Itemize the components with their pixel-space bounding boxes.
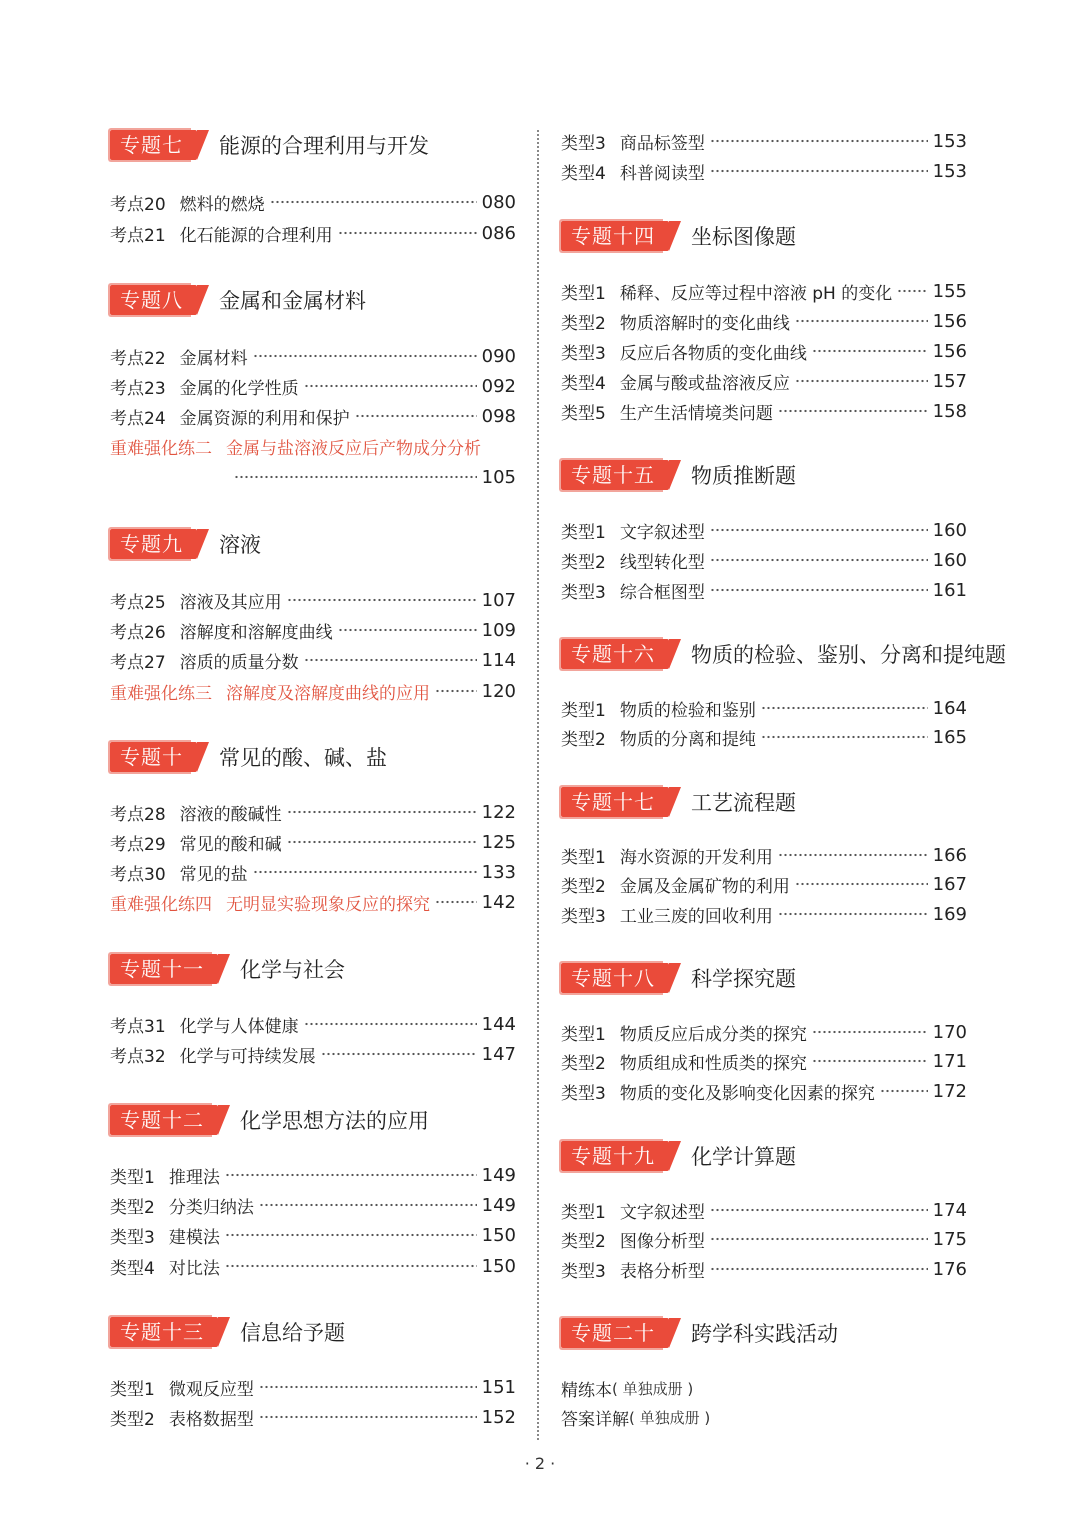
toc-entry[interactable] <box>561 1225 967 1253</box>
toc-entry[interactable] <box>561 397 967 425</box>
dot-leader <box>710 1265 928 1273</box>
page-number: 086 <box>481 222 516 244</box>
entry-code: 类型3 <box>110 1227 155 1248</box>
toc-entry[interactable] <box>110 1040 516 1068</box>
entry-title: 生产生活情境类问题 <box>619 403 773 424</box>
toc-entry-practice-page[interactable] <box>110 463 516 491</box>
toc-entry[interactable] <box>110 646 516 674</box>
page-number: 098 <box>481 405 516 427</box>
page-number: 149 <box>481 1194 516 1216</box>
toc-entry[interactable] <box>110 372 516 400</box>
toc-entry[interactable] <box>110 586 516 614</box>
dot-leader <box>304 656 477 664</box>
entry-title: 化学与可持续发展 <box>179 1046 316 1067</box>
section-title[interactable]: 物质的检验、鉴别、分离和提纯题 <box>691 643 1006 667</box>
entry-title: 金属的化学性质 <box>179 378 299 399</box>
dot-leader <box>880 1087 928 1095</box>
dot-leader <box>287 808 477 816</box>
page-number: 092 <box>481 375 516 397</box>
entry-title: 精练本 <box>561 1380 612 1401</box>
dot-leader <box>761 733 928 741</box>
page-number: 160 <box>932 549 967 571</box>
page-number: 125 <box>481 831 516 853</box>
entry-title: 溶液及其应用 <box>179 592 282 613</box>
entry-title: 文字叙述型 <box>619 1202 705 1223</box>
section-header-17 <box>561 782 796 822</box>
dot-leader <box>304 1020 477 1028</box>
section-badge: 专题七 <box>110 130 197 160</box>
dot-leader <box>897 287 927 295</box>
section-badge: 专题十九 <box>561 1141 669 1171</box>
section-badge: 专题十一 <box>110 954 218 984</box>
toc-entry[interactable] <box>561 723 967 751</box>
entry-title: 常见的酸和碱 <box>179 834 282 855</box>
section-badge: 专题十五 <box>561 460 669 490</box>
page-number: 170 <box>932 1021 967 1043</box>
dot-leader <box>710 137 928 145</box>
toc-entry[interactable] <box>561 307 967 335</box>
toc-entry[interactable] <box>110 616 516 644</box>
entry-code: 考点23 <box>110 378 166 399</box>
entry-code: 类型1 <box>561 1024 606 1045</box>
page-number: 142 <box>481 891 516 913</box>
page-number: 105 <box>481 466 516 488</box>
dot-leader <box>710 1235 928 1243</box>
entry-code: 类型3 <box>561 582 606 603</box>
dot-leader <box>761 704 928 712</box>
toc-entry[interactable] <box>110 858 516 886</box>
toc-entry[interactable] <box>110 219 516 247</box>
page-number: 149 <box>481 1164 516 1186</box>
toc-entry-practice[interactable] <box>110 432 516 460</box>
page-number: 174 <box>932 1199 967 1221</box>
page-number: 151 <box>481 1376 516 1398</box>
section-header-11 <box>110 949 345 989</box>
entry-code: 类型1 <box>561 1202 606 1223</box>
dot-leader <box>710 526 928 534</box>
entry-title: 表格分析型 <box>619 1261 705 1282</box>
section-title[interactable]: 化学思想方法的应用 <box>240 1109 429 1133</box>
entry-title: 对比法 <box>168 1258 220 1279</box>
toc-entry[interactable] <box>561 841 967 869</box>
toc-entry[interactable] <box>561 127 967 155</box>
entry-code: 类型3 <box>561 343 606 364</box>
section-title[interactable]: 能源的合理利用与开发 <box>219 134 429 158</box>
toc-entry[interactable] <box>561 1047 967 1075</box>
entry-title: 商品标签型 <box>619 133 705 154</box>
dot-leader <box>778 910 928 918</box>
entry-code: 类型4 <box>561 163 606 184</box>
entry-code: 重难强化练三 <box>110 683 212 704</box>
entry-code: 考点24 <box>110 408 166 429</box>
entry-code: 类型1 <box>561 847 606 868</box>
entry-code: 类型3 <box>561 133 606 154</box>
page-number-footer: · 2 · <box>524 1454 556 1473</box>
section-header-8 <box>110 280 366 320</box>
entry-code: 重难强化练二 <box>110 438 212 459</box>
section-title[interactable]: 物质推断题 <box>691 464 796 488</box>
dot-leader <box>778 407 928 415</box>
toc-entry[interactable] <box>110 1191 516 1219</box>
entry-code: 类型3 <box>561 906 606 927</box>
section-header-16 <box>561 634 1006 674</box>
section-badge: 专题十七 <box>561 787 669 817</box>
entry-title: 文字叙述型 <box>619 522 705 543</box>
entry-code: 考点31 <box>110 1016 166 1037</box>
page-number: 157 <box>932 370 967 392</box>
toc-entry[interactable] <box>110 1221 516 1249</box>
dot-leader <box>710 556 928 564</box>
entry-title: 物质的分离和提纯 <box>619 729 756 750</box>
entry-title: 稀释、反应等过程中溶液 pH 的变化 <box>619 283 893 304</box>
section-badge: 专题十三 <box>110 1317 218 1347</box>
section-badge: 专题八 <box>110 285 197 315</box>
toc-entry[interactable] <box>110 1373 516 1401</box>
page-number: 175 <box>932 1228 967 1250</box>
section-header-20 <box>561 1313 838 1353</box>
toc-entry[interactable] <box>110 188 516 216</box>
dot-leader <box>435 898 477 906</box>
toc-entry-booklet[interactable] <box>561 1403 967 1431</box>
page-number: 109 <box>481 619 516 641</box>
entry-note: ( 单独成册 ) <box>612 1379 694 1398</box>
entry-code: 考点32 <box>110 1046 166 1067</box>
section-header-19 <box>561 1136 796 1176</box>
toc-entry[interactable] <box>561 157 967 185</box>
toc-entry[interactable] <box>561 870 967 898</box>
dot-leader <box>259 1383 477 1391</box>
toc-entry-practice[interactable] <box>110 677 516 705</box>
dot-leader <box>321 1050 477 1058</box>
toc-entry[interactable] <box>110 342 516 370</box>
dot-leader <box>812 1057 928 1065</box>
dot-leader <box>812 347 928 355</box>
page-number: 166 <box>932 844 967 866</box>
entry-code: 类型2 <box>561 876 606 897</box>
entry-title: 物质反应后成分类的探究 <box>619 1024 807 1045</box>
page-number: 153 <box>932 160 967 182</box>
section-title[interactable]: 工艺流程题 <box>691 791 796 815</box>
dot-leader <box>304 382 477 390</box>
page-number: 080 <box>481 191 516 213</box>
entry-title: 溶质的质量分数 <box>179 652 299 673</box>
section-title[interactable]: 常见的酸、碱、盐 <box>219 746 387 770</box>
toc-entry[interactable] <box>561 694 967 722</box>
page-number: 156 <box>932 310 967 332</box>
entry-code: 考点26 <box>110 622 166 643</box>
dot-leader <box>259 1413 477 1421</box>
entry-code: 考点27 <box>110 652 166 673</box>
dot-leader <box>287 596 477 604</box>
dot-leader <box>795 377 928 385</box>
page-number: 150 <box>481 1255 516 1277</box>
section-title[interactable]: 跨学科实践活动 <box>691 1322 838 1346</box>
section-title[interactable]: 科学探究题 <box>691 967 796 991</box>
toc-entry[interactable] <box>561 546 967 574</box>
entry-title: 图像分析型 <box>619 1231 705 1252</box>
entry-title: 金属材料 <box>179 348 248 369</box>
dot-leader <box>225 1171 477 1179</box>
entry-code: 类型2 <box>561 1053 606 1074</box>
page-number: 169 <box>932 903 967 925</box>
section-badge: 专题九 <box>110 529 197 559</box>
toc-entry[interactable] <box>561 337 967 365</box>
entry-code: 类型1 <box>561 522 606 543</box>
page-number: 176 <box>932 1258 967 1280</box>
toc-entry[interactable] <box>110 1010 516 1038</box>
toc-entry[interactable] <box>561 516 967 544</box>
section-header-18 <box>561 958 796 998</box>
section-header-13 <box>110 1312 345 1352</box>
dot-leader <box>435 687 477 695</box>
entry-code: 类型2 <box>110 1197 155 1218</box>
entry-code: 类型1 <box>110 1379 155 1400</box>
toc-entry-practice[interactable] <box>110 888 516 916</box>
dot-leader <box>778 851 928 859</box>
page-number: 156 <box>932 340 967 362</box>
dot-leader <box>710 167 928 175</box>
page-number: 171 <box>932 1050 967 1072</box>
entry-code: 类型2 <box>561 313 606 334</box>
entry-title: 分类归纳法 <box>168 1197 254 1218</box>
toc-entry[interactable] <box>110 798 516 826</box>
entry-code: 类型3 <box>561 1261 606 1282</box>
section-badge: 专题十八 <box>561 963 669 993</box>
dot-leader <box>225 1262 477 1270</box>
dot-leader <box>287 838 477 846</box>
dot-leader <box>338 626 477 634</box>
entry-title: 化学与人体健康 <box>179 1016 299 1037</box>
entry-title: 金属与盐溶液反应后产物成分分析 <box>226 438 481 459</box>
page-number: 090 <box>481 345 516 367</box>
dot-leader <box>710 1206 928 1214</box>
section-header-7 <box>110 125 429 165</box>
entry-code: 考点25 <box>110 592 166 613</box>
entry-code: 类型2 <box>561 1231 606 1252</box>
toc-entry[interactable] <box>561 576 967 604</box>
dot-leader <box>338 229 477 237</box>
entry-title: 工业三废的回收利用 <box>619 906 773 927</box>
entry-title: 常见的盐 <box>179 864 248 885</box>
entry-title: 科普阅读型 <box>619 163 705 184</box>
page-number: 107 <box>481 589 516 611</box>
section-header-15 <box>561 455 796 495</box>
page-number: 160 <box>932 519 967 541</box>
section-badge: 专题十 <box>110 742 197 772</box>
entry-code: 类型2 <box>561 729 606 750</box>
section-title[interactable]: 溶液 <box>219 533 261 557</box>
dot-leader <box>253 352 477 360</box>
entry-code: 类型3 <box>561 1083 606 1104</box>
page-number: 147 <box>481 1043 516 1065</box>
toc-entry[interactable] <box>110 1403 516 1431</box>
entry-code: 类型1 <box>561 700 606 721</box>
toc-entry[interactable] <box>561 1255 967 1283</box>
entry-title: 综合框图型 <box>619 582 705 603</box>
entry-code: 类型4 <box>561 373 606 394</box>
dot-leader <box>225 1231 477 1239</box>
page-number: 144 <box>481 1013 516 1035</box>
entry-title: 反应后各物质的变化曲线 <box>619 343 807 364</box>
entry-code: 考点30 <box>110 864 166 885</box>
toc-entry[interactable] <box>110 1161 516 1189</box>
dot-leader <box>259 1201 477 1209</box>
toc-entry[interactable] <box>561 367 967 395</box>
entry-code: 类型2 <box>110 1409 155 1430</box>
toc-entry[interactable] <box>561 277 967 305</box>
section-badge: 专题二十 <box>561 1318 669 1348</box>
section-title[interactable]: 化学计算题 <box>691 1145 796 1169</box>
entry-code: 类型2 <box>561 552 606 573</box>
entry-title: 建模法 <box>168 1227 220 1248</box>
page-number: 164 <box>932 697 967 719</box>
dot-leader <box>710 586 928 594</box>
toc-entry[interactable] <box>561 1018 967 1046</box>
section-badge: 专题十四 <box>561 221 669 251</box>
entry-title: 表格数据型 <box>168 1409 254 1430</box>
page-number: 122 <box>481 801 516 823</box>
page-number: 152 <box>481 1406 516 1428</box>
toc-entry[interactable] <box>561 1077 967 1105</box>
section-title[interactable]: 信息给予题 <box>240 1321 345 1345</box>
entry-title: 物质组成和性质类的探究 <box>619 1053 807 1074</box>
section-title[interactable]: 化学与社会 <box>240 958 345 982</box>
section-header-9 <box>110 524 261 564</box>
column-divider <box>537 130 539 1440</box>
entry-title: 溶液的酸碱性 <box>179 804 282 825</box>
entry-title: 推理法 <box>168 1167 220 1188</box>
toc-entry-booklet[interactable] <box>561 1374 967 1402</box>
section-header-10 <box>110 737 387 777</box>
entry-title: 无明显实验现象反应的探究 <box>226 894 430 915</box>
section-badge: 专题十二 <box>110 1105 218 1135</box>
page-number: 161 <box>932 579 967 601</box>
entry-title: 答案详解 <box>561 1409 629 1430</box>
page-number: 165 <box>932 726 967 748</box>
page-number: 133 <box>481 861 516 883</box>
page-number: 114 <box>481 649 516 671</box>
entry-title: 金属与酸或盐溶液反应 <box>619 373 790 394</box>
entry-code: 考点28 <box>110 804 166 825</box>
entry-title: 线型转化型 <box>619 552 705 573</box>
toc-entry[interactable] <box>110 828 516 856</box>
page-number: 150 <box>481 1224 516 1246</box>
entry-note: ( 单独成册 ) <box>629 1408 711 1427</box>
page-number: 172 <box>932 1080 967 1102</box>
entry-title: 海水资源的开发利用 <box>619 847 773 868</box>
section-title[interactable]: 坐标图像题 <box>691 225 796 249</box>
entry-title: 物质的检验和鉴别 <box>619 700 756 721</box>
section-header-14 <box>561 216 796 256</box>
page-number: 153 <box>932 130 967 152</box>
entry-title: 金属及金属矿物的利用 <box>619 876 790 897</box>
entry-code: 考点22 <box>110 348 166 369</box>
entry-code: 考点21 <box>110 225 166 246</box>
page-number: 120 <box>481 680 516 702</box>
entry-title: 燃料的燃烧 <box>179 194 265 215</box>
entry-title: 溶解度和溶解度曲线 <box>179 622 333 643</box>
entry-code: 类型4 <box>110 1258 155 1279</box>
entry-code: 重难强化练四 <box>110 894 212 915</box>
entry-code: 类型1 <box>561 283 606 304</box>
dot-leader <box>355 412 477 420</box>
dot-leader <box>270 198 477 206</box>
page-number: 158 <box>932 400 967 422</box>
dot-leader <box>253 868 477 876</box>
page-number: 155 <box>932 280 967 302</box>
dot-leader <box>795 317 928 325</box>
toc-entry[interactable] <box>110 402 516 430</box>
section-badge: 专题十六 <box>561 639 669 669</box>
toc-entry[interactable] <box>561 1196 967 1224</box>
entry-code: 考点29 <box>110 834 166 855</box>
toc-entry[interactable] <box>110 1252 516 1280</box>
entry-title: 溶解度及溶解度曲线的应用 <box>226 683 430 704</box>
entry-code: 类型1 <box>110 1167 155 1188</box>
entry-code: 类型5 <box>561 403 606 424</box>
entry-title: 化石能源的合理利用 <box>179 225 333 246</box>
entry-title: 微观反应型 <box>168 1379 254 1400</box>
section-header-12 <box>110 1100 429 1140</box>
entry-title: 物质溶解时的变化曲线 <box>619 313 790 334</box>
dot-leader <box>812 1028 928 1036</box>
dot-leader <box>234 473 477 481</box>
toc-entry[interactable] <box>561 900 967 928</box>
entry-title: 金属资源的利用和保护 <box>179 408 350 429</box>
page-number: 167 <box>932 873 967 895</box>
entry-code: 考点20 <box>110 194 166 215</box>
entry-title: 物质的变化及影响变化因素的探究 <box>619 1083 875 1104</box>
section-title[interactable]: 金属和金属材料 <box>219 289 366 313</box>
dot-leader <box>795 880 928 888</box>
